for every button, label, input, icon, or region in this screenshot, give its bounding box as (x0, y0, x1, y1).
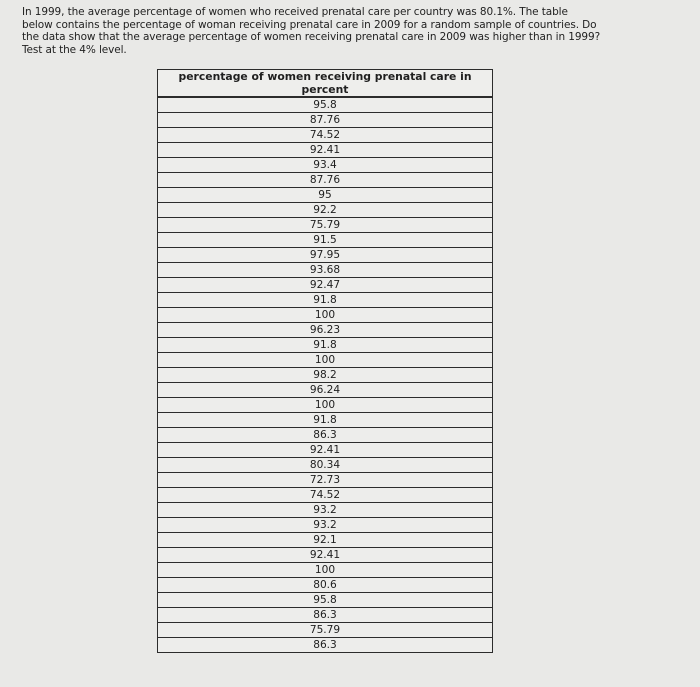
table-row (158, 458, 493, 473)
table-cell: 72.73 (158, 473, 493, 488)
table-cell: 80.34 (158, 458, 493, 473)
table-row (158, 578, 493, 593)
table-row (158, 413, 493, 428)
table-row (158, 518, 493, 533)
table-row (158, 173, 493, 188)
table-row (158, 488, 493, 503)
table-cell: 91.5 (158, 233, 493, 248)
table-row (158, 383, 493, 398)
table-row (158, 638, 493, 653)
table-row (158, 248, 493, 263)
table-cell: 74.52 (158, 128, 493, 143)
question-line: In 1999, the average percentage of women who received prenatal care per country was 80.1%. The table (22, 6, 568, 18)
table-cell: 86.3 (158, 608, 493, 623)
table-row (158, 218, 493, 233)
table-cell: 91.8 (158, 293, 493, 308)
table-cell: 93.2 (158, 518, 493, 533)
table-cell: 95 (158, 188, 493, 203)
table-cell: 86.3 (158, 428, 493, 443)
table-cell: 100 (158, 308, 493, 323)
table-cell: 98.2 (158, 368, 493, 383)
table-row (158, 143, 493, 158)
table-row (158, 353, 493, 368)
table-row (158, 113, 493, 128)
table-row (158, 263, 493, 278)
table-cell: 100 (158, 563, 493, 578)
table-cell: 75.79 (158, 218, 493, 233)
table-row (158, 233, 493, 248)
table-row (158, 563, 493, 578)
question-line: the data show that the average percentage of women receiving prenatal care in 2009 was higher than in 1999? (22, 31, 601, 44)
column-header: percentage of women receiving prenatal care in percent (158, 70, 493, 98)
table-cell: 97.95 (158, 248, 493, 263)
table-row (158, 188, 493, 203)
table-row (158, 338, 493, 353)
table-cell: 87.76 (158, 113, 493, 128)
table-cell: 87.76 (158, 173, 493, 188)
question-line: Test at the 4% level. (22, 43, 127, 56)
table-cell: 91.8 (158, 413, 493, 428)
table-row (158, 203, 493, 218)
table-cell: 91.8 (158, 338, 493, 353)
question-line: below contains the percentage of woman receiving prenatal care in 2009 for a random sample of countries. Do (22, 18, 597, 31)
table-header-row (158, 70, 493, 98)
table-cell: 86.3 (158, 638, 493, 653)
table-cell: 95.8 (158, 593, 493, 608)
table-cell: 74.52 (158, 488, 493, 503)
table-cell: 92.41 (158, 143, 493, 158)
table-cell: 92.47 (158, 278, 493, 293)
table-row (158, 278, 493, 293)
table-row (158, 443, 493, 458)
table-row (158, 428, 493, 443)
table-row (158, 398, 493, 413)
table-cell: 93.2 (158, 503, 493, 518)
table-cell: 93.68 (158, 263, 493, 278)
table-cell: 75.79 (158, 623, 493, 638)
table-row (158, 293, 493, 308)
table-row (158, 533, 493, 548)
table-cell: 96.23 (158, 323, 493, 338)
table-row (158, 97, 493, 113)
table-cell: 100 (158, 353, 493, 368)
table-row (158, 503, 493, 518)
prenatal-care-table (157, 69, 493, 653)
table-cell: 100 (158, 398, 493, 413)
table-row (158, 128, 493, 143)
table-body (158, 97, 493, 653)
table-cell: 95.8 (158, 97, 493, 113)
table-cell: 92.41 (158, 548, 493, 563)
table-row (158, 548, 493, 563)
table-cell: 80.6 (158, 578, 493, 593)
table-row (158, 368, 493, 383)
table-row (158, 608, 493, 623)
table-row (158, 623, 493, 638)
table-cell: 92.2 (158, 203, 493, 218)
table-cell: 96.24 (158, 383, 493, 398)
table-row (158, 308, 493, 323)
table-row (158, 158, 493, 173)
table-row (158, 593, 493, 608)
table-row (158, 323, 493, 338)
table-cell: 92.41 (158, 443, 493, 458)
question-text (22, 6, 662, 56)
table-row (158, 473, 493, 488)
table-cell: 93.4 (158, 158, 493, 173)
table-cell: 92.1 (158, 533, 493, 548)
